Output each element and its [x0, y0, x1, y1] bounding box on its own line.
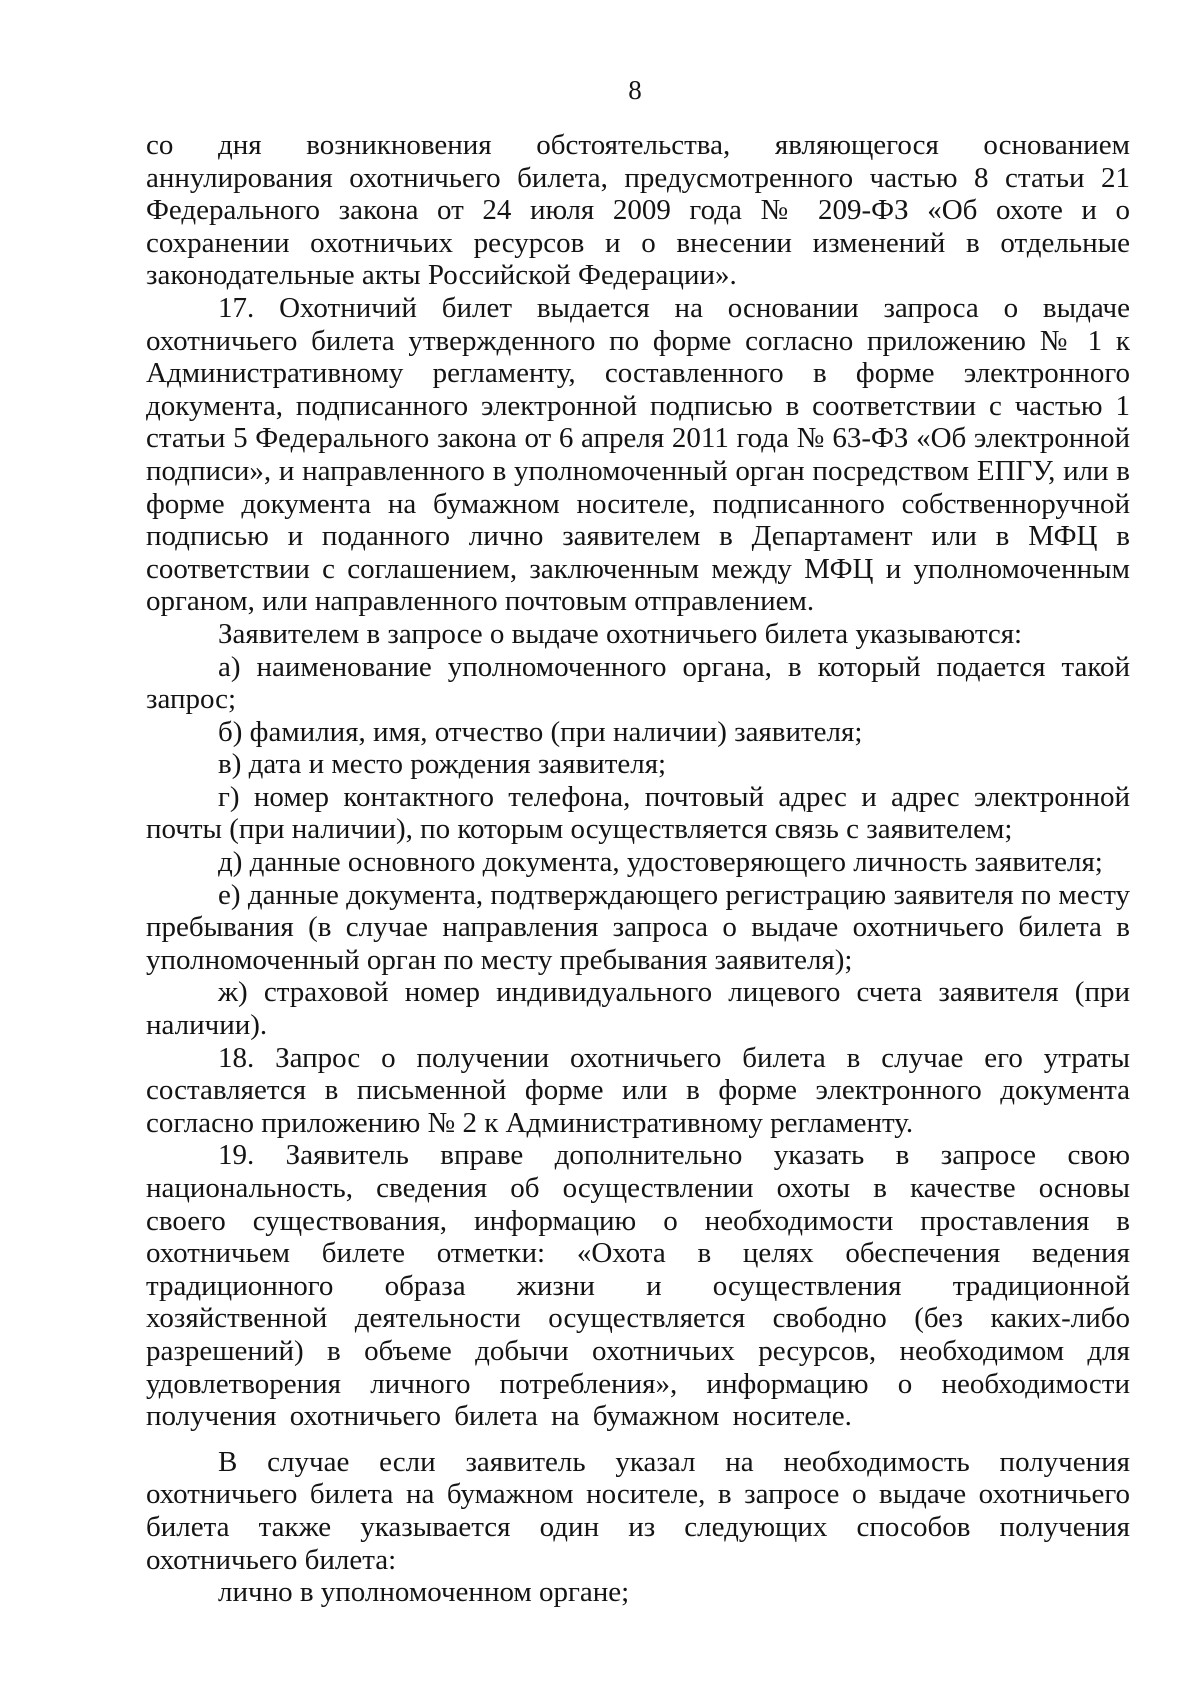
paragraph-method-in-person: лично в уполномоченном органе;: [218, 1576, 630, 1609]
list-item-e: е) данные документа, подтверждающего регистрацию заявителя по месту пребывания (в случае направления запроса о выдаче охотничьего билета в уполномоченный орган по месту пребывания заявителя);: [146, 878, 1130, 976]
document-body: [146, 129, 1130, 1609]
paragraph-item-18: 18. Запрос о получении охотничьего билета в случае его утраты составляется в письменной форме или в форме электронного документа согласно приложению № 2 к Административному регламенту.: [146, 1041, 1130, 1139]
list-item-zh: ж) страховой номер индивидуального лицевого счета заявителя (при наличии).: [146, 976, 1130, 1042]
list-item-v: в) дата и место рождения заявителя;: [218, 748, 667, 781]
paragraph-request-contents: Заявителем в запросе о выдаче охотничьего билета указываются:: [218, 617, 1023, 650]
page-number: 8: [628, 75, 642, 105]
list-item-g: г) номер контактного телефона, почтовый адрес и адрес электронной почты (при наличии), по которым осуществляется связь с заявителем;: [146, 780, 1130, 846]
paragraph-item-17: 17. Охотничий билет выдается на основании запроса о выдаче охотничьего билета утвержденного по форме согласно приложению № 1 к Административному регламенту, составленного в форме электронного документа, подписанного электронной подписью в соответствии с частью 1 статьи 5 Федерального закона от 6 апреля 2011 года № 63-ФЗ «Об электронной подписи», и направленного в уполномоченный орган посредством ЕПГУ, или в форме документа на бумажном носителе, подписанного собственноручной подписью и поданного лично заявителем в Департамент или в МФЦ в соответствии с соглашением, заключенным между МФЦ и уполномоченным органом, или направленного почтовым отправлением.: [146, 291, 1130, 618]
list-item-a: а) наименование уполномоченного органа, в который подается такой запрос;: [146, 650, 1130, 716]
list-item-b: б) фамилия, имя, отчество (при наличии) заявителя;: [218, 715, 863, 748]
paragraph-item-19: 19. Заявитель вправе дополнительно указать в запросе свою национальность, сведения об осуществлении охоты в качестве основы своего существования, информацию о необходимости проставления в охотничьем билете отметки: «Охота в целях обеспечения ведения традиционного образа жизни и осуществления традиционной хозяйственной деятельности осуществляется свободно (без каких-либо разрешений) в объеме добычи охотничьих ресурсов, необходимом для удовлетворения личного потребления», информацию о необходимости получения охотничьего билета на бумажном носителе.: [146, 1139, 1130, 1433]
paragraph-continuation: со дня возникновения обстоятельства, являющегося основанием аннулирования охотничьего билета, предусмотренного частью 8 статьи 21 Федерального закона от 24 июля 2009 года № 209-ФЗ «Об охоте и о сохранении охотничьих ресурсов и о внесении изменений в отдельные законодательные акты Российской Федерации».: [146, 129, 1130, 292]
paragraph-paper-option: В случае если заявитель указал на необходимость получения охотничьего билета на бумажном носителе, в запросе о выдаче охотничьего билета также указывается один из следующих способов получения охотничьего билета:: [146, 1445, 1130, 1576]
list-item-d: д) данные основного документа, удостоверяющего личность заявителя;: [218, 846, 1103, 879]
